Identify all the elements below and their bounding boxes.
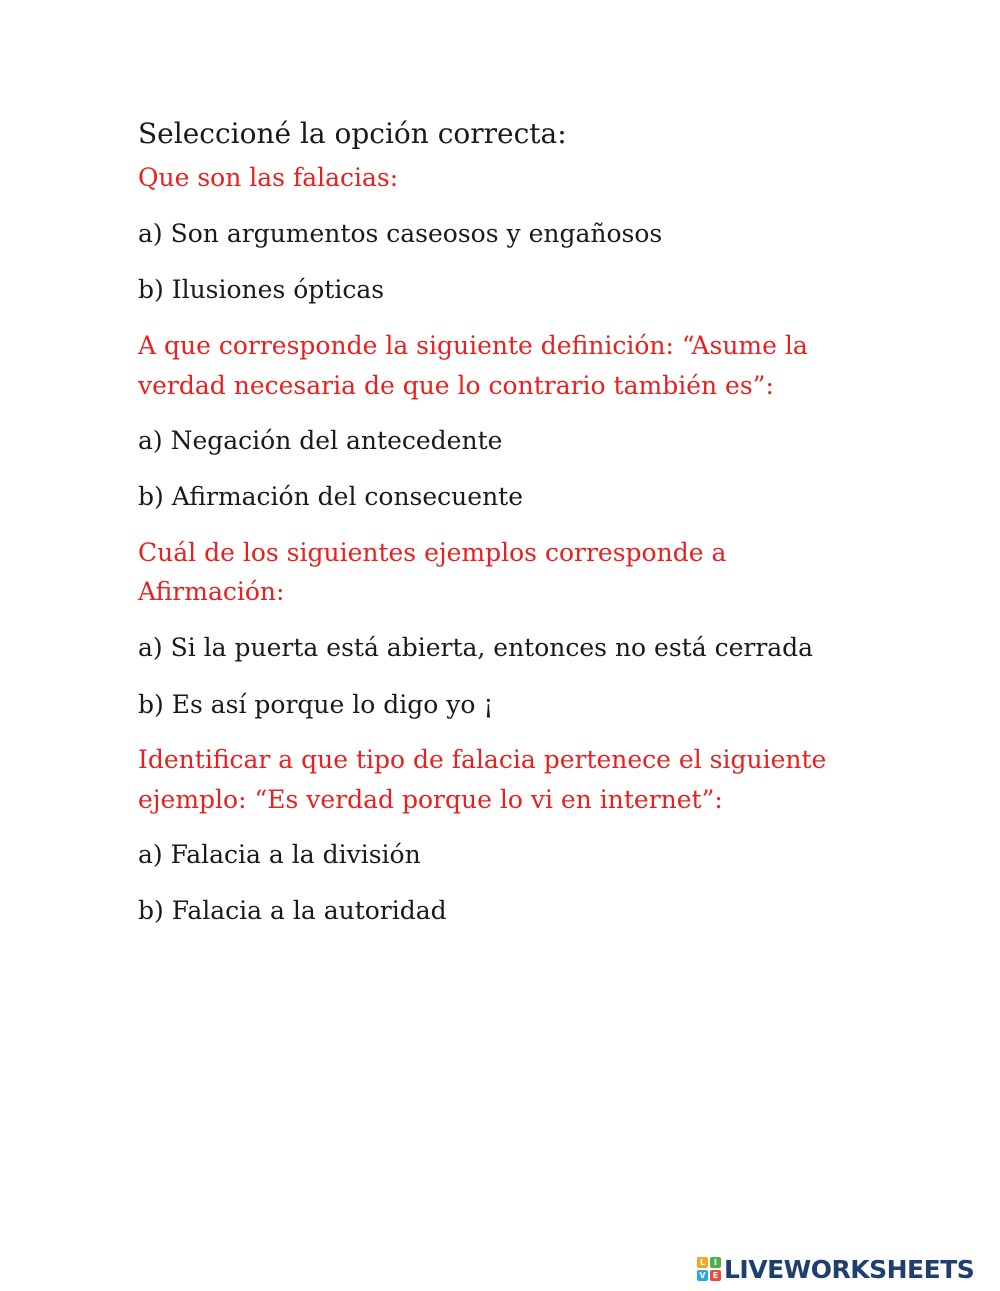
question-1-option-a[interactable]: a) Son argumentos caseosos y engañosos xyxy=(138,219,663,248)
question-4-line-1: Identificar a que tipo de falacia pertenece el siguiente xyxy=(138,745,827,774)
question-4-line-2: ejemplo: “Es verdad porque lo vi en internet”: xyxy=(138,785,723,814)
logo-mark-cell: E xyxy=(710,1270,721,1281)
liveworksheets-logo xyxy=(697,1253,974,1285)
question-2-line-2: verdad necesaria de que lo contrario también es”: xyxy=(138,371,774,400)
question-4-option-b[interactable]: b) Falacia a la autoridad xyxy=(138,896,447,925)
liveworksheets-logo-text: LIVEWORKSHEETS xyxy=(724,1254,975,1284)
worksheet-heading: Seleccioné la opción correcta: xyxy=(138,117,567,150)
liveworksheets-logo-icon xyxy=(697,1257,721,1281)
question-3-option-a[interactable]: a) Si la puerta está abierta, entonces no está cerrada xyxy=(138,633,814,662)
question-3-line-2: Afirmación: xyxy=(138,577,285,606)
question-2-option-b[interactable]: b) Afirmación del consecuente xyxy=(138,482,524,511)
logo-mark-cell: L xyxy=(697,1257,708,1268)
question-2-option-a[interactable]: a) Negación del antecedente xyxy=(138,426,503,455)
logo-mark-cell: I xyxy=(710,1257,721,1268)
question-2-line-1: A que corresponde la siguiente definición: “Asume la xyxy=(138,331,808,360)
question-1: Que son las falacias: xyxy=(138,163,399,192)
question-3-line-1: Cuál de los siguientes ejemplos corresponde a xyxy=(138,538,727,567)
question-4-option-a[interactable]: a) Falacia a la división xyxy=(138,840,421,869)
question-3-option-b[interactable]: b) Es así porque lo digo yo ¡ xyxy=(138,690,494,719)
logo-mark-cell: V xyxy=(697,1270,708,1281)
question-1-option-b[interactable]: b) Ilusiones ópticas xyxy=(138,275,385,304)
